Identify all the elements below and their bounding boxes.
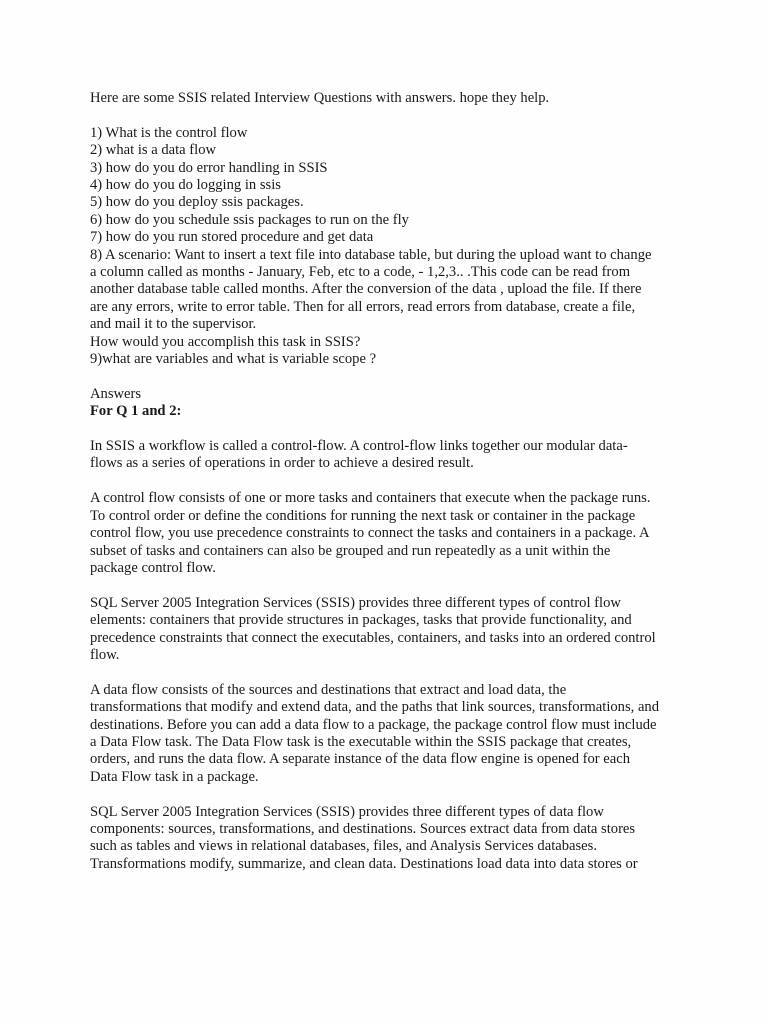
paragraph	[90, 438, 708, 473]
paragraph-line: package control flow.	[90, 559, 216, 576]
paragraph	[90, 682, 708, 786]
paragraph	[90, 804, 708, 874]
paragraph-line: control flow, you use precedence constraints to connect the tasks and containers in a package. A	[90, 525, 650, 542]
paragraph-line: destinations. Before you can add a data flow to a package, the package control flow must include	[90, 716, 657, 733]
answers-header	[90, 386, 708, 421]
question-item: 6) how do you schedule ssis packages to run on the fly	[90, 211, 409, 228]
paragraph-line: orders, and runs the data flow. A separate instance of the data flow engine is opened for each	[90, 751, 631, 768]
scenario-line: are any errors, write to error table. Then for all errors, read errors from database, create a file,	[90, 298, 636, 315]
paragraph-line: components: sources, transformations, and destinations. Sources extract data from data stores	[90, 820, 636, 837]
paragraph-line: SQL Server 2005 Integration Services (SSIS) provides three different types of data flow	[90, 803, 604, 820]
intro-text: Here are some SSIS related Interview Questions with answers. hope they help.	[90, 90, 550, 106]
paragraph-line: a Data Flow task. The Data Flow task is the executable within the SSIS package that creates,	[90, 733, 632, 750]
paragraph-line: In SSIS a workflow is called a control-flow. A control-flow links together our modular data-	[90, 438, 628, 455]
paragraph-line: flow.	[90, 646, 120, 663]
paragraph-line: flows as a series of operations in order to achieve a desired result.	[90, 455, 474, 472]
question-item: 9)what are variables and what is variable scope ?	[90, 351, 377, 368]
scenario-line: 8) A scenario: Want to insert a text file into database table, but during the upload want to change	[90, 246, 652, 263]
paragraph-line: transformations that modify and extend data, and the paths that link sources, transformations, and	[90, 699, 660, 716]
scenario-line: a column called as months - January, Feb, etc to a code, - 1,2,3.. .This code can be read from	[90, 264, 631, 281]
question-item: 2) what is a data flow	[90, 142, 217, 159]
question-item: 7) how do you run stored procedure and get data	[90, 229, 374, 246]
question-item: 5) how do you deploy ssis packages.	[90, 194, 304, 211]
paragraph-line: subset of tasks and containers can also be grouped and run repeatedly as a unit within the	[90, 542, 611, 559]
question-item: 4) how do you do logging in ssis	[90, 177, 281, 194]
paragraph-line: SQL Server 2005 Integration Services (SSIS) provides three different types of control flow	[90, 594, 621, 611]
question-item: 1) What is the control flow	[90, 124, 248, 141]
paragraph-line: Transformations modify, summarize, and clean data. Destinations load data into data stores or	[90, 855, 638, 872]
paragraph	[90, 595, 708, 665]
question-item: 3) how do you do error handling in SSIS	[90, 159, 328, 176]
paragraph-line: To control order or define the conditions for running the next task or container in the package	[90, 507, 636, 524]
paragraph-line: precedence constraints that connect the executables, containers, and tasks into an ordered control	[90, 629, 656, 646]
paragraph-line: elements: containers that provide structures in packages, tasks that provide functionality, and	[90, 612, 632, 629]
paragraph-line: such as tables and views in relational databases, files, and Analysis Services databases.	[90, 838, 597, 855]
scenario-line: another database table called months. After the conversion of the data , upload the file. If there	[90, 281, 642, 298]
answers-heading: Answers	[90, 385, 142, 402]
questions-list	[90, 125, 708, 369]
scenario-line: and mail it to the supervisor.	[90, 316, 257, 333]
scenario-question: How would you accomplish this task in SSIS?	[90, 333, 361, 350]
answers-subheading: For Q 1 and 2:	[90, 403, 182, 420]
paragraph-line: Data Flow task in a package.	[90, 768, 259, 785]
paragraph	[90, 490, 708, 577]
paragraph-line: A data flow consists of the sources and destinations that extract and load data, the	[90, 681, 567, 698]
paragraph-line: A control flow consists of one or more tasks and containers that execute when the package runs.	[90, 490, 651, 507]
